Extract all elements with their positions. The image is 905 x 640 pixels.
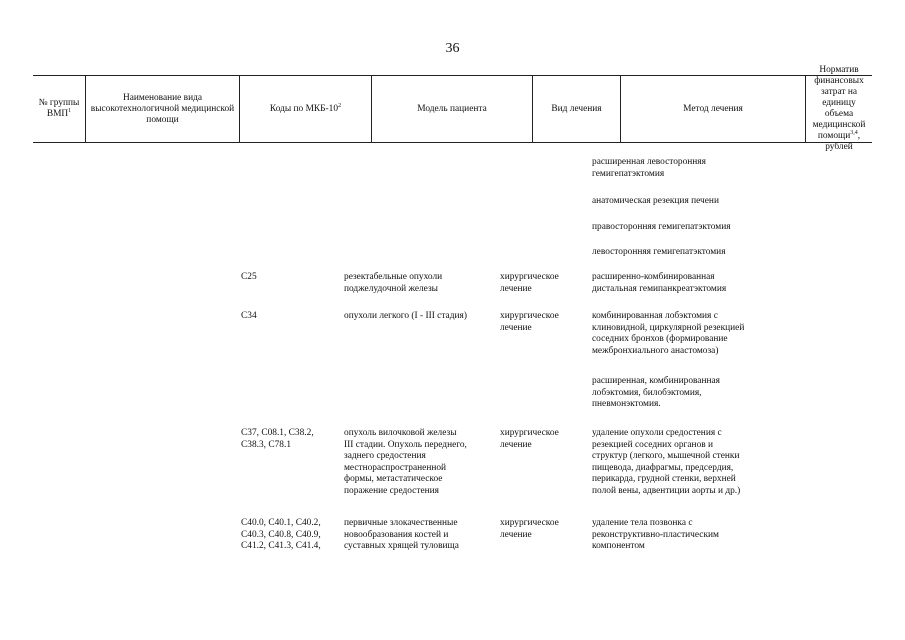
patient-model-line: местнораспространенной [344,462,447,473]
icd-codes-line: C40.0, C40.1, C40.2, [241,518,321,528]
patient-model-line: формы, метастатическое [344,474,443,485]
header-name: Наименование вида высокотехнологичной медицинской помощи [86,76,240,142]
icd-codes-line: C37, C08.1, C38.2, [241,428,314,438]
treatment-method [592,157,706,180]
treatment-type-line: хирургическое [500,311,559,321]
treatment-method [592,428,740,498]
icd-codes-line: C38.3, C78.1 [241,439,292,450]
treatment-method-line: реконструктивно-пластическим [592,529,719,540]
treatment-method-line: гемигепатэктомия [592,168,665,179]
treatment-method [592,376,720,411]
header-model: Модель пациента [372,76,533,142]
icd-codes-line: C25 [241,272,257,282]
patient-model [344,518,459,553]
patient-model-line: первичные злокачественные [344,518,458,528]
treatment-method-line: компонентом [592,541,645,552]
treatment-type-line: лечение [500,529,532,540]
treatment-type [500,518,559,541]
treatment-method-line: пищевода, диафрагмы, предсердия, [592,462,734,473]
patient-model-line: поджелудочной железы [344,283,438,294]
treatment-method-line: удаление опухоли средостения с [592,428,722,438]
patient-model-line: опухоль вилочковой железы [344,428,457,438]
treatment-type-line: лечение [500,322,532,333]
table-header [33,65,872,152]
treatment-type [500,272,559,295]
treatment-type-line: лечение [500,439,532,450]
icd-codes [241,428,314,451]
treatment-method-line: полой вены, адвентиции аорты и др.) [592,485,741,496]
treatment-method [592,222,731,234]
treatment-method [592,311,744,357]
header-type: Вид лечения [533,76,621,142]
treatment-method [592,518,719,553]
icd-codes-line: C41.2, C41.3, C41.4, [241,541,321,552]
treatment-method-line: соседних бронхов (формирование [592,334,728,345]
treatment-method-line: удаление тела позвонка с [592,518,693,528]
treatment-method-line: расширенно-комбинированная [592,272,715,282]
icd-codes-line: C34 [241,311,257,321]
treatment-method-line: комбинированная лобэктомия с [592,311,718,321]
treatment-type-line: лечение [500,283,532,294]
treatment-method-line: анатомическая резекция печени [592,196,719,206]
treatment-method [592,247,726,259]
treatment-type [500,428,559,451]
patient-model [344,311,467,323]
patient-model [344,272,442,295]
treatment-method-line: пневмонэктомия. [592,399,661,410]
treatment-method [592,196,719,208]
patient-model-line: резектабельные опухоли [344,272,443,282]
treatment-method-line: перикарда, грудной стенки, верхней [592,474,736,485]
icd-codes [241,518,321,553]
header-codes: Коды по МКБ-$10^2$ [240,76,372,142]
header-method: Метод лечения [621,76,806,142]
treatment-method-line: левосторонняя гемигепатэктомия [592,247,726,257]
treatment-method [592,272,726,295]
treatment-method-line: расширенная, комбинированная [592,376,720,386]
treatment-type [500,311,559,334]
treatment-method-line: межбронхиального анастомоза) [592,345,719,356]
treatment-type-line: хирургическое [500,428,559,438]
patient-model-line: III стадии. Опухоль переднего, [344,439,467,450]
patient-model-line: опухоли легкого (I - III стадия) [344,311,467,321]
patient-model-line: новообразования костей и [344,529,449,540]
treatment-method-line: структур (легкого, мышечной стенки [592,451,740,462]
patient-model-line: поражение средостения [344,485,439,496]
treatment-method-line: правосторонняя гемигепатэктомия [592,222,731,232]
page-number: 36 [445,41,460,56]
patient-model-line: заднего средостения [344,451,426,462]
header-group: № группы ВМП$^1$ [33,76,86,142]
treatment-method-line: резекцией соседних органов и [592,439,714,450]
patient-model-line: суставных хрящей туловища [344,541,459,552]
icd-codes [241,272,257,284]
treatment-method-line: клиновидной, циркулярной резекцией [592,322,745,333]
patient-model [344,428,467,498]
treatment-type-line: хирургическое [500,518,559,528]
icd-codes-line: C40.3, C40.8, C40.9, [241,529,321,540]
treatment-method-line: дистальная гемипанкреатэктомия [592,283,727,294]
treatment-method-line: расширенная левосторонняя [592,157,706,167]
icd-codes [241,311,257,323]
header-norm: Норматив финансовых затрат на единицу объема медицинской помощи$^{3,4}$, рублей [812,65,866,152]
treatment-type-line: хирургическое [500,272,559,282]
treatment-method-line: лобэктомия, билобэктомия, [592,387,702,398]
